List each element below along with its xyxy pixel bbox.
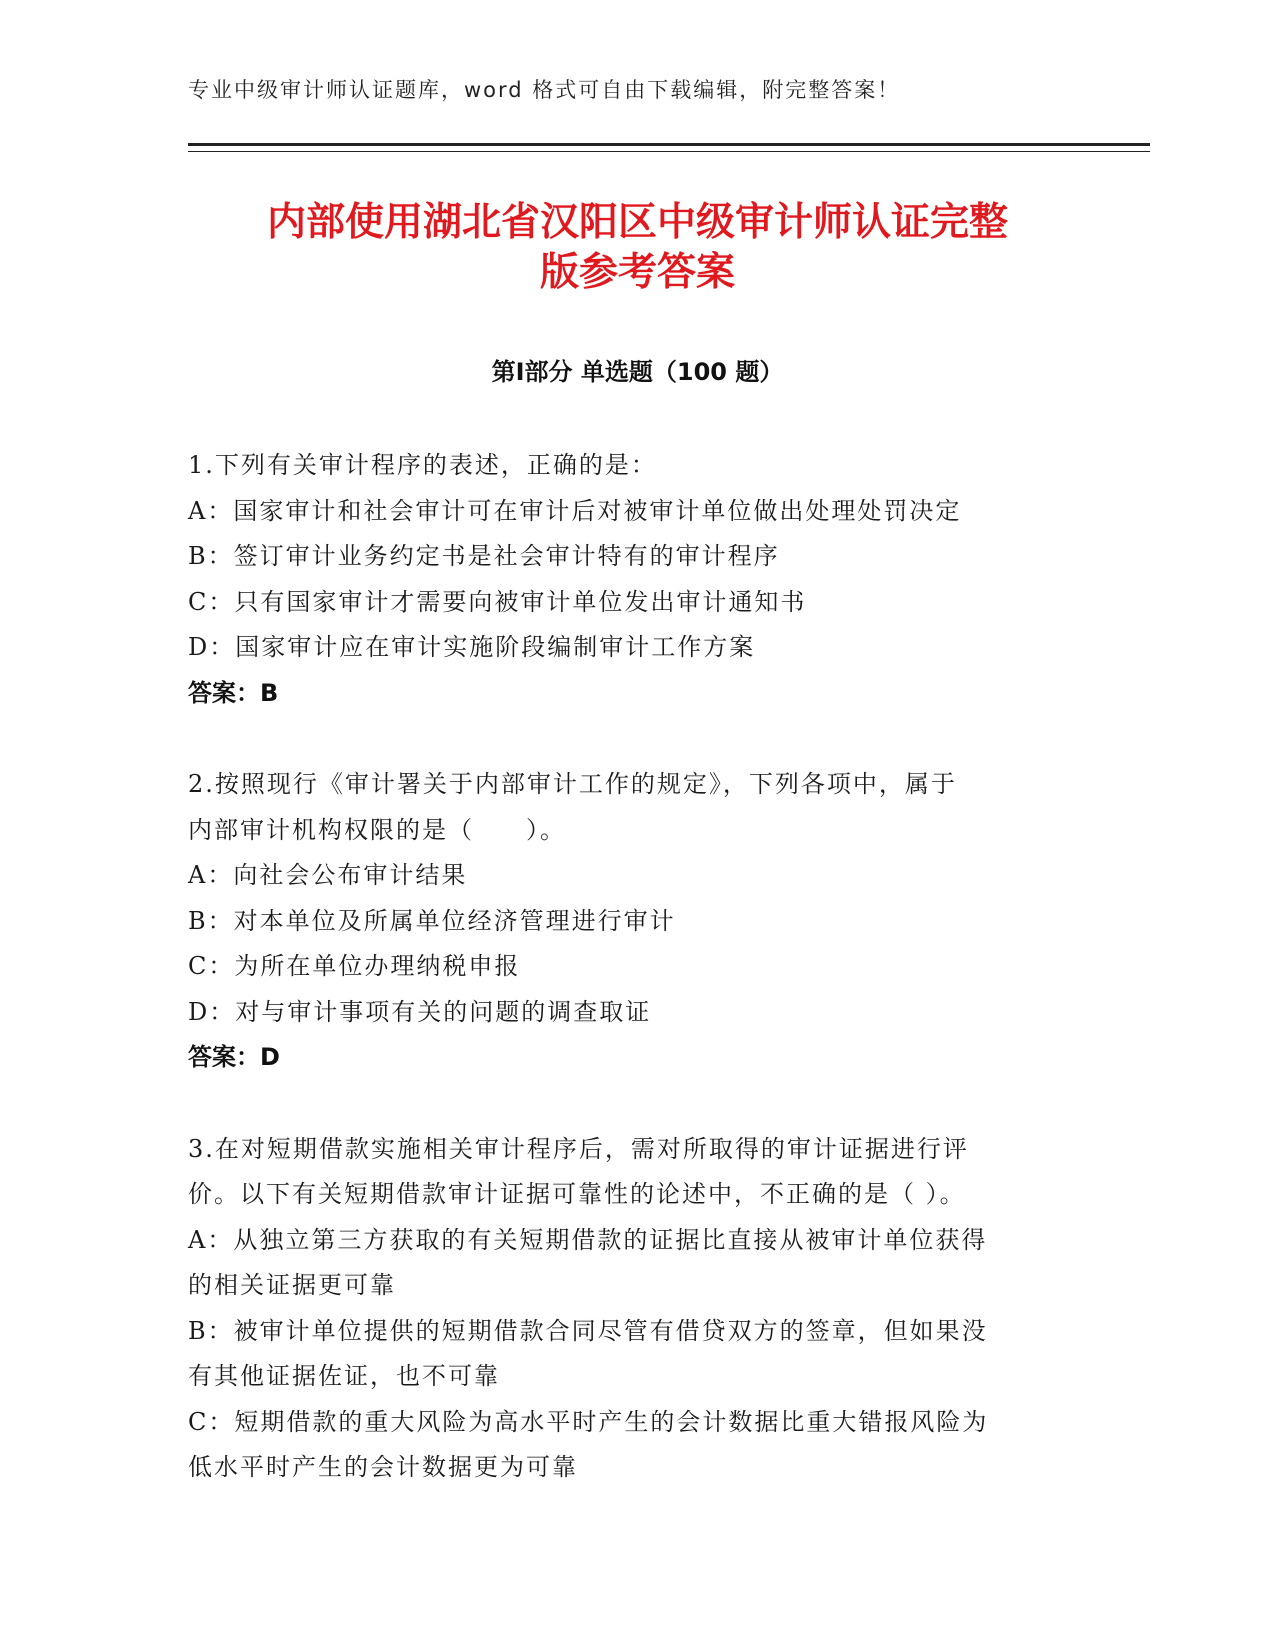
question-2 <box>188 762 1078 1081</box>
answer-label: 答案：B <box>188 678 279 707</box>
question-stem-continued: 内部审计机构权限的是（ ）。 <box>188 815 566 844</box>
question-stem-continued: 价。以下有关短期借款审计证据可靠性的论述中，不正确的是（ ）。 <box>188 1180 966 1208</box>
question-stem: 3.在对短期借款实施相关审计程序后，需对所取得的审计证据进行评 <box>188 1134 969 1163</box>
section-heading: 第Ⅰ部分 单选题（100 题） <box>491 358 784 386</box>
header-note: 专业中级审计师认证题库，word 格式可自由下载编辑，附完整答案！ <box>188 78 901 102</box>
option-a: A：国家审计和社会审计可在审计后对被审计单位做出处理处罚决定 <box>188 496 962 525</box>
option-b: B：签订审计业务约定书是社会审计特有的审计程序 <box>188 542 780 570</box>
option-b: B：被审计单位提供的短期借款合同尽管有借贷双方的签章，但如果没 <box>188 1316 988 1345</box>
document-title-line-1: 内部使用湖北省汉阳区中级审计师认证完整 <box>266 200 1008 245</box>
document-title <box>150 198 1125 298</box>
option-a-continued: 的相关证据更可靠 <box>188 1271 396 1299</box>
option-c: C：短期借款的重大风险为高水平时产生的会计数据比重大错报风险为 <box>188 1407 989 1436</box>
option-a: A：从独立第三方获取的有关短期借款的证据比直接从被审计单位获得 <box>188 1225 988 1254</box>
header-rule-thick <box>188 143 1150 146</box>
option-d: D：国家审计应在审计实施阶段编制审计工作方案 <box>188 633 756 661</box>
option-c: C：只有国家审计才需要向被审计单位发出审计通知书 <box>188 587 807 616</box>
question-list <box>188 443 1078 1537</box>
option-b-continued: 有其他证据佐证，也不可靠 <box>188 1362 500 1390</box>
option-b: B：对本单位及所属单位经济管理进行审计 <box>188 906 676 935</box>
option-c: C：为所在单位办理纳税申报 <box>188 952 521 980</box>
question-1 <box>188 443 1078 716</box>
option-c-continued: 低水平时产生的会计数据更为可靠 <box>188 1453 578 1481</box>
question-3 <box>188 1127 1078 1491</box>
option-a: A：向社会公布审计结果 <box>188 861 468 889</box>
header-rule-thin <box>188 151 1150 152</box>
question-stem: 1.下列有关审计程序的表述，正确的是： <box>188 451 657 479</box>
option-d: D：对与审计事项有关的问题的调查取证 <box>188 997 652 1026</box>
question-stem: 2.按照现行《审计署关于内部审计工作的规定》，下列各项中，属于 <box>188 770 957 798</box>
document-title-line-2: 版参考答案 <box>539 250 735 295</box>
answer-label: 答案：D <box>188 1043 280 1071</box>
